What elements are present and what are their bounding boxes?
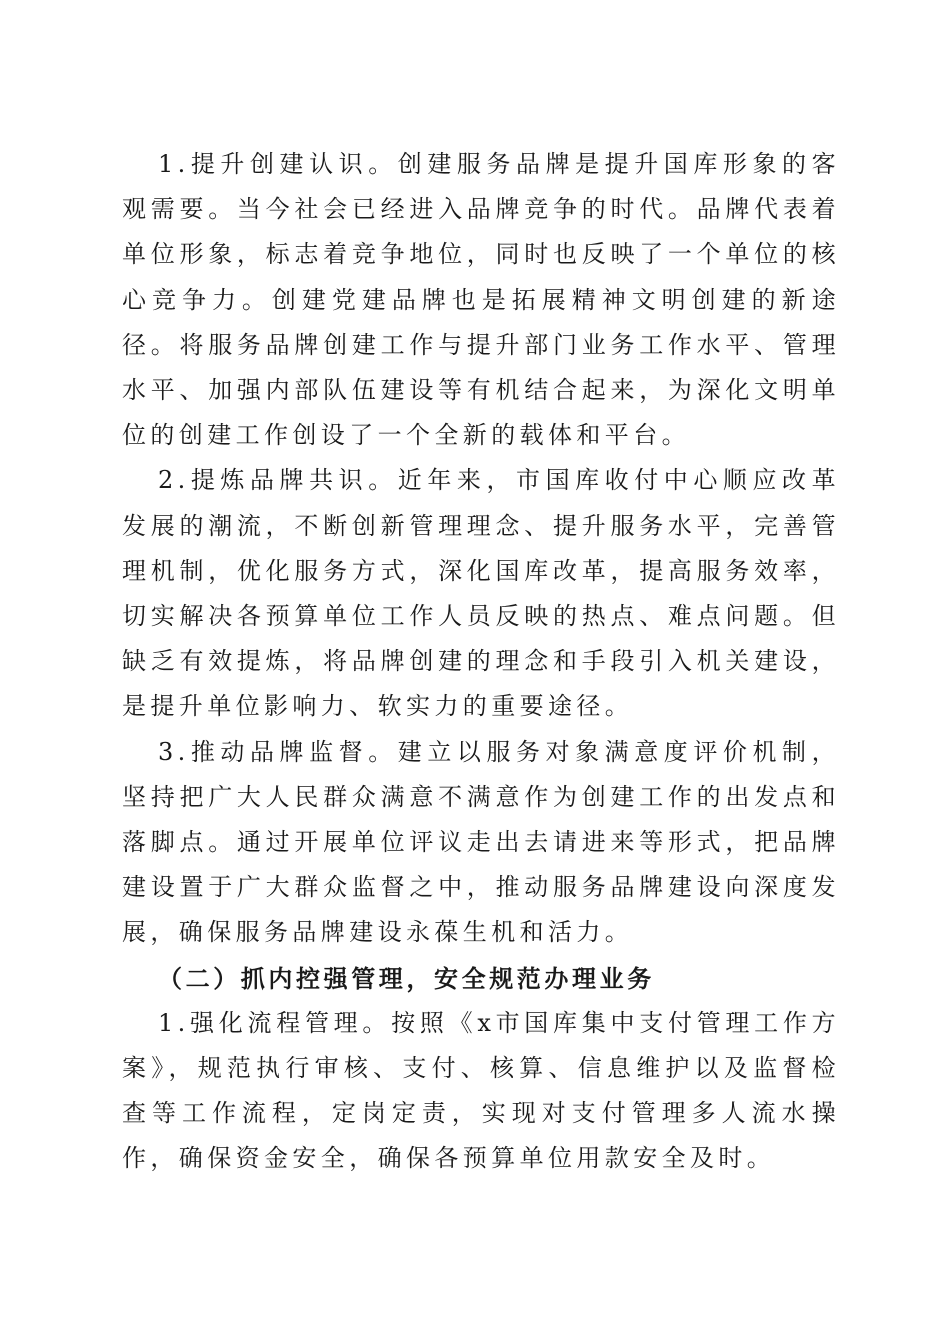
paragraph-refine-consensus: 2.提炼品牌共识。近年来，市国库收付中心顺应改革发展的潮流，不断创新管理理念、提升服务水平，完善管理机制，优化服务方式，深化国库改革，提高服务效率，切实解决各预算单位工作人员反映的热点、难点问题。但缺乏有效提炼，将品牌创建的理念和手段引入机关建设，是提升单位影响力、软实力的重要途径。 (122, 466, 840, 721)
paragraph-raise-awareness: 1.提升创建认识。创建服务品牌是提升国库形象的客观需要。当今社会已经进入品牌竞争的时代。品牌代表着单位形象，标志着竞争地位，同时也反映了一个单位的核心竞争力。创建党建品牌也是拓展精神文明创建的新途径。将服务品牌创建工作与提升部门业务工作水平、管理水平、加强内部队伍建设等有机结合起来，为深化文明单位的创建工作创设了一个全新的载体和平台。 (122, 150, 840, 450)
paragraph-promote-supervision: 3.推动品牌监督。建立以服务对象满意度评价机制，坚持把广大人民群众满意不满意作为创建工作的出发点和落脚点。通过开展单位评议走出去请进来等形式，把品牌建设置于广大群众监督之中，推动服务品牌建设向深度发展，确保服务品牌建设永葆生机和活力。 (122, 737, 840, 947)
paragraph-process-management: 1.强化流程管理。按照《x市国库集中支付管理工作方案》，规范执行审核、支付、核算、信息维护以及监督检查等工作流程，定岗定责，实现对支付管理多人流水操作，确保资金安全，确保各预算单位用款安全及时。 (122, 1008, 840, 1173)
document-body (122, 142, 840, 1182)
section-heading: （二）抓内控强管理，安全规范办理业务 (158, 963, 655, 993)
